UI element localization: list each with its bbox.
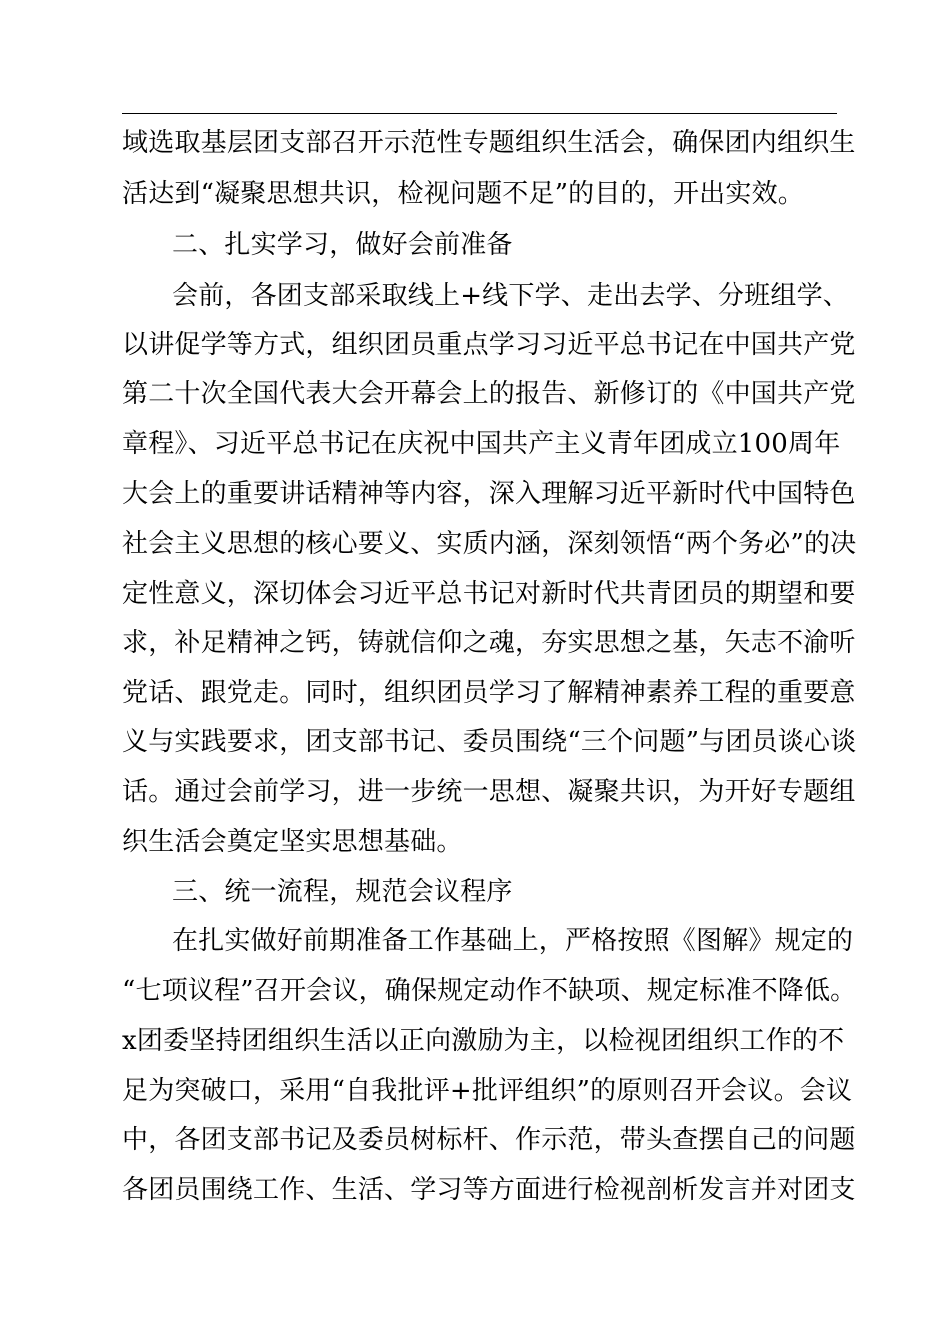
body-line: 在扎实做好前期准备工作基础上，严格按照《图解》规定的	[172, 926, 854, 956]
body-line: 党话、跟党走。同时，组织团员学习了解精神素养工程的重要意	[122, 678, 856, 708]
body-line: 各团员围绕工作、生活、学习等方面进行检视剖析发言并对团支	[122, 1175, 856, 1205]
body-line: 话。通过会前学习，进一步统一思想、凝聚共识，为开好专题组	[122, 777, 856, 807]
body-line: 大会上的重要讲话精神等内容，深入理解习近平新时代中国特色	[122, 479, 856, 509]
section-heading: 二、扎实学习，做好会前准备	[172, 230, 513, 260]
body-line: 求，补足精神之钙，铸就信仰之魂，夯实思想之基，矢志不渝听	[122, 628, 856, 658]
body-line: 织生活会奠定坚实思想基础。	[122, 827, 463, 857]
body-line: 定性意义，深切体会习近平总书记对新时代共青团员的期望和要	[122, 579, 856, 609]
header-rule	[122, 113, 837, 114]
body-line: 中，各团支部书记及委员树标杆、作示范，带头查摆自己的问题	[122, 1125, 856, 1155]
body-line: 社会主义思想的核心要义、实质内涵，深刻领悟“两个务必”的决	[122, 529, 857, 559]
body-line: x团委坚持团组织生活以正向激励为主，以检视团组织工作的不	[122, 1026, 845, 1056]
body-line: 活达到“凝聚思想共识，检视问题不足”的目的，开出实效。	[122, 179, 804, 209]
section-heading: 三、统一流程，规范会议程序	[172, 877, 513, 907]
body-line: 会前，各团支部采取线上+线下学、走出去学、分班组学、	[172, 281, 849, 311]
body-line: 足为突破口，采用“自我批评+批评组织”的原则召开会议。会议	[122, 1076, 853, 1106]
body-line: 章程》、习近平总书记在庆祝中国共产主义青年团成立100周年	[122, 429, 841, 459]
body-line: 第二十次全国代表大会开幕会上的报告、新修订的《中国共产党	[122, 379, 856, 409]
body-line: 域选取基层团支部召开示范性专题组织生活会，确保团内组织生	[122, 128, 856, 158]
body-line: 以讲促学等方式，组织团员重点学习习近平总书记在中国共产党	[122, 330, 856, 360]
body-line: “七项议程”召开会议，确保规定动作不缺项、规定标准不降低。	[122, 976, 857, 1006]
body-line: 义与实践要求，团支部书记、委员围绕“三个问题”与团员谈心谈	[122, 727, 857, 757]
